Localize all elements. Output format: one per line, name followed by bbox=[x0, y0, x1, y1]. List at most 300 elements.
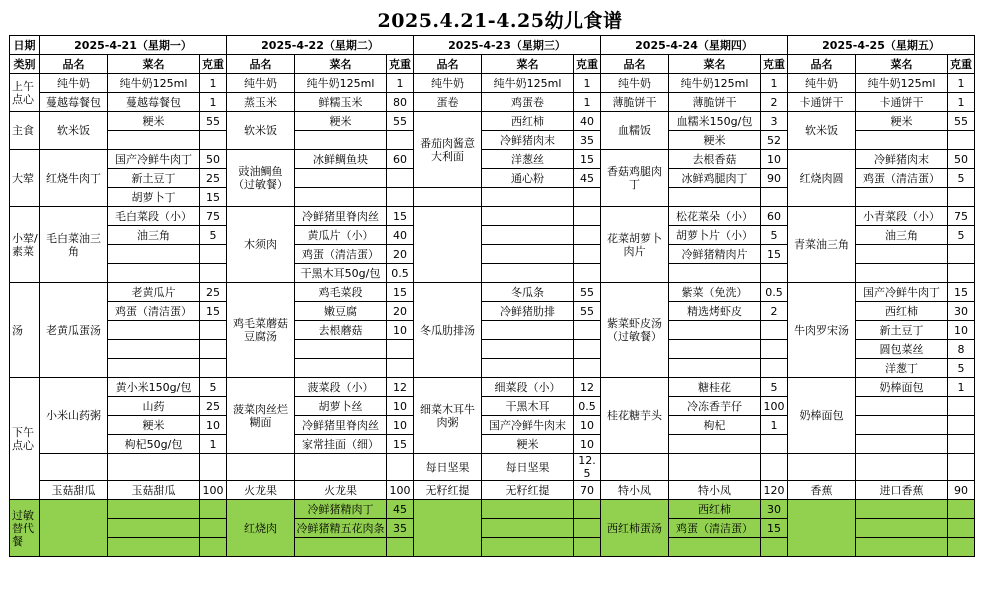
ingredient-weight: 55 bbox=[574, 302, 601, 321]
empty-cell bbox=[574, 500, 601, 519]
dish-name: 薄脆饼干 bbox=[601, 93, 669, 112]
ingredient-weight: 2 bbox=[761, 302, 788, 321]
ingredient-weight: 75 bbox=[948, 207, 975, 226]
empty-cell bbox=[574, 245, 601, 264]
empty-cell bbox=[761, 340, 788, 359]
dish-name: 玉菇甜瓜 bbox=[40, 481, 108, 500]
dish-name: 小米山药粥 bbox=[40, 378, 108, 454]
empty-cell bbox=[482, 264, 574, 283]
ingredient-name: 山药 bbox=[108, 397, 200, 416]
dish-name: 木须肉 bbox=[227, 207, 295, 283]
empty-cell bbox=[948, 500, 975, 519]
ingredient-name: 冰鲜鸡腿肉丁 bbox=[669, 169, 761, 188]
empty-cell bbox=[482, 359, 574, 378]
ingredient-name: 粳米 bbox=[856, 112, 948, 131]
empty-cell bbox=[387, 359, 414, 378]
dish-name: 青菜油三角 bbox=[788, 207, 856, 283]
empty-cell bbox=[108, 321, 200, 340]
dish-name: 奶棒面包 bbox=[788, 378, 856, 454]
empty-cell bbox=[669, 340, 761, 359]
dish-name: 软米饭 bbox=[227, 112, 295, 150]
ingredient-name: 奶棒面包 bbox=[856, 378, 948, 397]
ingredient-name: 胡萝卜丝 bbox=[295, 397, 387, 416]
empty-cell bbox=[108, 340, 200, 359]
ingredient-weight: 10 bbox=[574, 435, 601, 454]
empty-cell bbox=[40, 500, 108, 557]
empty-cell bbox=[482, 226, 574, 245]
empty-cell bbox=[482, 245, 574, 264]
ingredient-name: 家常挂面（细） bbox=[295, 435, 387, 454]
ingredient-name: 粳米 bbox=[669, 131, 761, 150]
empty-cell bbox=[948, 264, 975, 283]
empty-cell bbox=[108, 538, 200, 557]
ingredient-name: 血糯米150g/包 bbox=[669, 112, 761, 131]
ingredient-weight: 10 bbox=[387, 397, 414, 416]
ingredient-weight: 12 bbox=[574, 378, 601, 397]
empty-cell bbox=[669, 454, 761, 481]
ingredient-name: 油三角 bbox=[856, 226, 948, 245]
ingredient-weight: 50 bbox=[200, 150, 227, 169]
dish-name: 纯牛奶 bbox=[414, 74, 482, 93]
empty-cell bbox=[295, 340, 387, 359]
ingredient-weight: 1 bbox=[387, 74, 414, 93]
ingredient-weight: 5 bbox=[948, 226, 975, 245]
ingredient-name: 冷鲜猪精五花肉条 bbox=[295, 519, 387, 538]
empty-cell bbox=[108, 264, 200, 283]
ingredient-name: 鸡蛋卷 bbox=[482, 93, 574, 112]
dish-name: 毛白菜油三角 bbox=[40, 207, 108, 283]
ingredient-name: 冷鲜猪里脊肉丝 bbox=[295, 207, 387, 226]
ingredient-name: 粳米 bbox=[295, 112, 387, 131]
ingredient-weight: 30 bbox=[761, 500, 788, 519]
dish-name: 纯牛奶 bbox=[788, 74, 856, 93]
ingredient-name: 圆包菜丝 bbox=[856, 340, 948, 359]
ingredient-weight: 15 bbox=[200, 302, 227, 321]
ingredient-name: 粳米 bbox=[108, 112, 200, 131]
empty-cell bbox=[948, 416, 975, 435]
column-header: 品名 bbox=[227, 55, 295, 74]
empty-cell bbox=[669, 435, 761, 454]
ingredient-name: 国产冷鲜牛肉末 bbox=[482, 416, 574, 435]
empty-cell bbox=[482, 500, 574, 519]
empty-cell bbox=[669, 188, 761, 207]
empty-cell bbox=[482, 538, 574, 557]
empty-cell bbox=[108, 454, 200, 481]
empty-cell bbox=[200, 500, 227, 519]
empty-cell bbox=[761, 538, 788, 557]
ingredient-weight: 1 bbox=[200, 435, 227, 454]
ingredient-name: 洋葱丝 bbox=[482, 150, 574, 169]
ingredient-name: 冷鲜猪肉末 bbox=[482, 131, 574, 150]
empty-cell bbox=[108, 359, 200, 378]
empty-cell bbox=[387, 454, 414, 481]
ingredient-name: 通心粉 bbox=[482, 169, 574, 188]
empty-cell bbox=[856, 188, 948, 207]
dish-name: 血糯饭 bbox=[601, 112, 669, 150]
empty-cell bbox=[482, 519, 574, 538]
dish-name: 特小凤 bbox=[601, 481, 669, 500]
dish-name: 老黄瓜蛋汤 bbox=[40, 283, 108, 378]
dish-name: 西红柿蛋汤 bbox=[601, 500, 669, 557]
ingredient-weight: 1 bbox=[574, 74, 601, 93]
ingredient-weight: 120 bbox=[761, 481, 788, 500]
empty-cell bbox=[574, 264, 601, 283]
ingredient-weight: 15 bbox=[200, 188, 227, 207]
ingredient-weight: 10 bbox=[200, 416, 227, 435]
ingredient-name: 去根蘑菇 bbox=[295, 321, 387, 340]
ingredient-weight: 20 bbox=[387, 302, 414, 321]
ingredient-weight: 12 bbox=[387, 378, 414, 397]
ingredient-name: 干黑木耳 bbox=[482, 397, 574, 416]
empty-cell bbox=[482, 340, 574, 359]
ingredient-name: 无籽红提 bbox=[482, 481, 574, 500]
dish-name: 无籽红提 bbox=[414, 481, 482, 500]
empty-cell bbox=[482, 321, 574, 340]
ingredient-name: 新土豆丁 bbox=[856, 321, 948, 340]
category-morning-snack: 上午点心 bbox=[10, 74, 40, 112]
empty-cell bbox=[574, 538, 601, 557]
column-header: 菜名 bbox=[669, 55, 761, 74]
empty-cell bbox=[669, 538, 761, 557]
empty-cell bbox=[295, 131, 387, 150]
empty-cell bbox=[788, 454, 856, 481]
ingredient-weight: 45 bbox=[574, 169, 601, 188]
dish-name: 卡通饼干 bbox=[788, 93, 856, 112]
ingredient-name: 西红柿 bbox=[856, 302, 948, 321]
ingredient-name: 冬瓜条 bbox=[482, 283, 574, 302]
dish-name: 红烧肉 bbox=[227, 500, 295, 557]
ingredient-name: 特小凤 bbox=[669, 481, 761, 500]
empty-cell bbox=[761, 435, 788, 454]
ingredient-name: 小青菜段（小） bbox=[856, 207, 948, 226]
empty-cell bbox=[200, 454, 227, 481]
ingredient-name: 油三角 bbox=[108, 226, 200, 245]
ingredient-name: 松花菜朵（小） bbox=[669, 207, 761, 226]
ingredient-weight: 60 bbox=[761, 207, 788, 226]
ingredient-weight: 5 bbox=[948, 359, 975, 378]
ingredient-weight: 10 bbox=[948, 321, 975, 340]
ingredient-weight: 1 bbox=[948, 93, 975, 112]
ingredient-weight: 30 bbox=[948, 302, 975, 321]
ingredient-weight: 1 bbox=[200, 93, 227, 112]
empty-cell bbox=[108, 500, 200, 519]
ingredient-name: 细菜段（小） bbox=[482, 378, 574, 397]
dish-name: 冬瓜肋排汤 bbox=[414, 283, 482, 378]
dish-name: 香蕉 bbox=[788, 481, 856, 500]
empty-cell bbox=[387, 169, 414, 188]
dish-name: 番茄肉酱意大利面 bbox=[414, 112, 482, 188]
empty-cell bbox=[856, 519, 948, 538]
empty-cell bbox=[856, 245, 948, 264]
column-header: 品名 bbox=[788, 55, 856, 74]
empty-cell bbox=[414, 500, 482, 557]
ingredient-weight: 15 bbox=[387, 207, 414, 226]
empty-cell bbox=[295, 169, 387, 188]
ingredient-name: 黄瓜片（小） bbox=[295, 226, 387, 245]
dish-name: 蒸玉米 bbox=[227, 93, 295, 112]
empty-cell bbox=[295, 188, 387, 207]
ingredient-name: 卡通饼干 bbox=[856, 93, 948, 112]
category-allergy: 过敏替代餐 bbox=[10, 500, 40, 557]
empty-cell bbox=[856, 416, 948, 435]
ingredient-name: 鸡蛋（清洁蛋） bbox=[856, 169, 948, 188]
ingredient-name: 黄小米150g/包 bbox=[108, 378, 200, 397]
ingredient-weight: 15 bbox=[574, 150, 601, 169]
ingredient-weight: 100 bbox=[387, 481, 414, 500]
ingredient-name: 冷鲜猪肉末 bbox=[856, 150, 948, 169]
ingredient-weight: 0.5 bbox=[761, 283, 788, 302]
ingredient-name: 西红柿 bbox=[669, 500, 761, 519]
ingredient-name: 粳米 bbox=[482, 435, 574, 454]
empty-cell bbox=[761, 264, 788, 283]
dish-name: 软米饭 bbox=[788, 112, 856, 150]
ingredient-name: 冷鲜猪精肉片 bbox=[669, 245, 761, 264]
ingredient-weight: 100 bbox=[200, 481, 227, 500]
ingredient-weight: 100 bbox=[761, 397, 788, 416]
menu-table bbox=[9, 35, 975, 557]
column-header: 菜名 bbox=[856, 55, 948, 74]
date-label: 日期 bbox=[10, 36, 40, 55]
ingredient-weight: 5 bbox=[761, 226, 788, 245]
ingredient-name: 枸杞50g/包 bbox=[108, 435, 200, 454]
dish-name: 每日坚果 bbox=[414, 454, 482, 481]
ingredient-name: 玉菇甜瓜 bbox=[108, 481, 200, 500]
ingredient-name: 冷冻香芋仔 bbox=[669, 397, 761, 416]
category-afternoon-snack: 下午点心 bbox=[10, 378, 40, 500]
empty-cell bbox=[200, 264, 227, 283]
empty-cell bbox=[761, 321, 788, 340]
category-staple: 主食 bbox=[10, 112, 40, 150]
dish-name: 香菇鸡腿肉丁 bbox=[601, 150, 669, 207]
ingredient-weight: 55 bbox=[574, 283, 601, 302]
ingredient-weight: 1 bbox=[574, 93, 601, 112]
empty-cell bbox=[948, 454, 975, 481]
dish-name: 软米饭 bbox=[40, 112, 108, 150]
day-header: 2025-4-25（星期五） bbox=[788, 36, 975, 55]
column-header: 克重 bbox=[574, 55, 601, 74]
ingredient-name: 去根香菇 bbox=[669, 150, 761, 169]
ingredient-weight: 90 bbox=[948, 481, 975, 500]
ingredient-name: 菠菜段（小） bbox=[295, 378, 387, 397]
ingredient-weight: 15 bbox=[948, 283, 975, 302]
dish-name: 蛋卷 bbox=[414, 93, 482, 112]
ingredient-weight: 10 bbox=[761, 150, 788, 169]
ingredient-weight: 55 bbox=[948, 112, 975, 131]
dish-name: 纯牛奶 bbox=[227, 74, 295, 93]
empty-cell bbox=[227, 454, 295, 481]
column-header: 品名 bbox=[414, 55, 482, 74]
ingredient-weight: 15 bbox=[761, 245, 788, 264]
ingredient-weight: 1 bbox=[761, 74, 788, 93]
ingredient-name: 精选烤虾皮 bbox=[669, 302, 761, 321]
ingredient-weight: 10 bbox=[387, 416, 414, 435]
dish-name: 鸡毛菜蘑菇豆腐汤 bbox=[227, 283, 295, 378]
ingredient-weight: 55 bbox=[387, 112, 414, 131]
category-small-meat: 小荤/素菜 bbox=[10, 207, 40, 283]
column-header: 品名 bbox=[40, 55, 108, 74]
ingredient-name: 国产冷鲜牛肉丁 bbox=[108, 150, 200, 169]
column-header: 菜名 bbox=[482, 55, 574, 74]
ingredient-weight: 5 bbox=[200, 378, 227, 397]
empty-cell bbox=[387, 188, 414, 207]
ingredient-weight: 0.5 bbox=[387, 264, 414, 283]
category-meat: 大荤 bbox=[10, 150, 40, 207]
ingredient-weight: 2 bbox=[761, 93, 788, 112]
ingredient-weight: 10 bbox=[387, 321, 414, 340]
dish-name: 纯牛奶 bbox=[601, 74, 669, 93]
ingredient-name: 紫菜（免洗） bbox=[669, 283, 761, 302]
empty-cell bbox=[761, 188, 788, 207]
ingredient-name: 鸡毛菜段 bbox=[295, 283, 387, 302]
empty-cell bbox=[948, 435, 975, 454]
ingredient-weight: 35 bbox=[574, 131, 601, 150]
empty-cell bbox=[108, 245, 200, 264]
ingredient-weight: 25 bbox=[200, 397, 227, 416]
ingredient-weight: 20 bbox=[387, 245, 414, 264]
empty-cell bbox=[387, 538, 414, 557]
dish-name: 豉油鲷鱼（过敏餐） bbox=[227, 150, 295, 207]
empty-cell bbox=[574, 359, 601, 378]
empty-cell bbox=[856, 397, 948, 416]
empty-cell bbox=[387, 131, 414, 150]
ingredient-name: 西红柿 bbox=[482, 112, 574, 131]
empty-cell bbox=[948, 538, 975, 557]
ingredient-name: 老黄瓜片 bbox=[108, 283, 200, 302]
ingredient-name: 纯牛奶125ml bbox=[482, 74, 574, 93]
ingredient-name: 纯牛奶125ml bbox=[108, 74, 200, 93]
ingredient-name: 火龙果 bbox=[295, 481, 387, 500]
ingredient-weight: 1 bbox=[948, 74, 975, 93]
ingredient-name: 胡萝卜丁 bbox=[108, 188, 200, 207]
empty-cell bbox=[856, 454, 948, 481]
ingredient-name: 冷鲜猪里脊肉丝 bbox=[295, 416, 387, 435]
empty-cell bbox=[574, 519, 601, 538]
dish-name: 紫菜虾皮汤（过敏餐） bbox=[601, 283, 669, 378]
empty-cell bbox=[574, 226, 601, 245]
ingredient-weight: 35 bbox=[387, 519, 414, 538]
ingredient-name: 毛白菜段（小） bbox=[108, 207, 200, 226]
day-header: 2025-4-24（星期四） bbox=[601, 36, 788, 55]
empty-cell bbox=[482, 207, 574, 226]
empty-cell bbox=[108, 519, 200, 538]
empty-cell bbox=[856, 264, 948, 283]
ingredient-name: 洋葱丁 bbox=[856, 359, 948, 378]
ingredient-name: 鸡蛋（清洁蛋） bbox=[669, 519, 761, 538]
ingredient-weight: 15 bbox=[761, 519, 788, 538]
empty-cell bbox=[40, 454, 108, 481]
empty-cell bbox=[669, 321, 761, 340]
ingredient-weight: 5 bbox=[761, 378, 788, 397]
ingredient-name: 鲜糯玉米 bbox=[295, 93, 387, 112]
empty-cell bbox=[200, 131, 227, 150]
ingredient-weight: 8 bbox=[948, 340, 975, 359]
ingredient-name: 嫩豆腐 bbox=[295, 302, 387, 321]
ingredient-name: 鸡蛋（清洁蛋） bbox=[108, 302, 200, 321]
empty-cell bbox=[948, 188, 975, 207]
empty-cell bbox=[108, 131, 200, 150]
empty-cell bbox=[295, 454, 387, 481]
ingredient-weight: 3 bbox=[761, 112, 788, 131]
empty-cell bbox=[387, 340, 414, 359]
empty-cell bbox=[414, 207, 482, 283]
page-title: 2025.4.21-4.25幼儿食谱 bbox=[377, 10, 623, 32]
ingredient-weight: 15 bbox=[387, 283, 414, 302]
day-header: 2025-4-21（星期一） bbox=[40, 36, 227, 55]
empty-cell bbox=[574, 340, 601, 359]
empty-cell bbox=[574, 321, 601, 340]
ingredient-name: 蔓越莓餐包 bbox=[108, 93, 200, 112]
category-label: 类别 bbox=[10, 55, 40, 74]
category-soup: 汤 bbox=[10, 283, 40, 378]
dish-name: 桂花糖芋头 bbox=[601, 378, 669, 454]
empty-cell bbox=[574, 188, 601, 207]
empty-cell bbox=[856, 500, 948, 519]
empty-cell bbox=[200, 245, 227, 264]
ingredient-name: 国产冷鲜牛肉丁 bbox=[856, 283, 948, 302]
empty-cell bbox=[601, 454, 669, 481]
ingredient-weight: 5 bbox=[948, 169, 975, 188]
ingredient-weight: 25 bbox=[200, 283, 227, 302]
empty-cell bbox=[200, 538, 227, 557]
ingredient-weight: 60 bbox=[387, 150, 414, 169]
column-header: 菜名 bbox=[295, 55, 387, 74]
ingredient-weight: 25 bbox=[200, 169, 227, 188]
ingredient-weight: 0.5 bbox=[574, 397, 601, 416]
ingredient-weight: 5 bbox=[200, 226, 227, 245]
column-header: 克重 bbox=[200, 55, 227, 74]
ingredient-weight: 50 bbox=[948, 150, 975, 169]
empty-cell bbox=[669, 264, 761, 283]
dish-name: 纯牛奶 bbox=[40, 74, 108, 93]
empty-cell bbox=[414, 188, 482, 207]
ingredient-weight: 15 bbox=[387, 435, 414, 454]
column-header: 菜名 bbox=[108, 55, 200, 74]
ingredient-name: 新土豆丁 bbox=[108, 169, 200, 188]
column-header: 克重 bbox=[387, 55, 414, 74]
ingredient-weight: 55 bbox=[200, 112, 227, 131]
empty-cell bbox=[574, 207, 601, 226]
column-header: 克重 bbox=[948, 55, 975, 74]
ingredient-name: 粳米 bbox=[108, 416, 200, 435]
ingredient-name: 冷鲜猪肋排 bbox=[482, 302, 574, 321]
ingredient-weight: 1 bbox=[200, 74, 227, 93]
empty-cell bbox=[948, 131, 975, 150]
empty-cell bbox=[669, 359, 761, 378]
empty-cell bbox=[788, 500, 856, 557]
empty-cell bbox=[200, 359, 227, 378]
ingredient-name: 糖桂花 bbox=[669, 378, 761, 397]
ingredient-weight: 70 bbox=[574, 481, 601, 500]
ingredient-weight: 12.5 bbox=[574, 454, 601, 481]
ingredient-weight: 80 bbox=[387, 93, 414, 112]
empty-cell bbox=[948, 245, 975, 264]
dish-name: 红烧肉圆 bbox=[788, 150, 856, 207]
empty-cell bbox=[295, 359, 387, 378]
empty-cell bbox=[200, 340, 227, 359]
ingredient-name: 纯牛奶125ml bbox=[295, 74, 387, 93]
ingredient-weight: 1 bbox=[948, 378, 975, 397]
ingredient-name: 冷鲜猪精肉丁 bbox=[295, 500, 387, 519]
day-header: 2025-4-22（星期二） bbox=[227, 36, 414, 55]
ingredient-name: 进口香蕉 bbox=[856, 481, 948, 500]
ingredient-weight: 90 bbox=[761, 169, 788, 188]
ingredient-weight: 40 bbox=[574, 112, 601, 131]
dish-name: 蔓越莓餐包 bbox=[40, 93, 108, 112]
ingredient-name: 纯牛奶125ml bbox=[669, 74, 761, 93]
empty-cell bbox=[200, 321, 227, 340]
empty-cell bbox=[482, 188, 574, 207]
dish-name: 菠菜肉丝烂糊面 bbox=[227, 378, 295, 454]
